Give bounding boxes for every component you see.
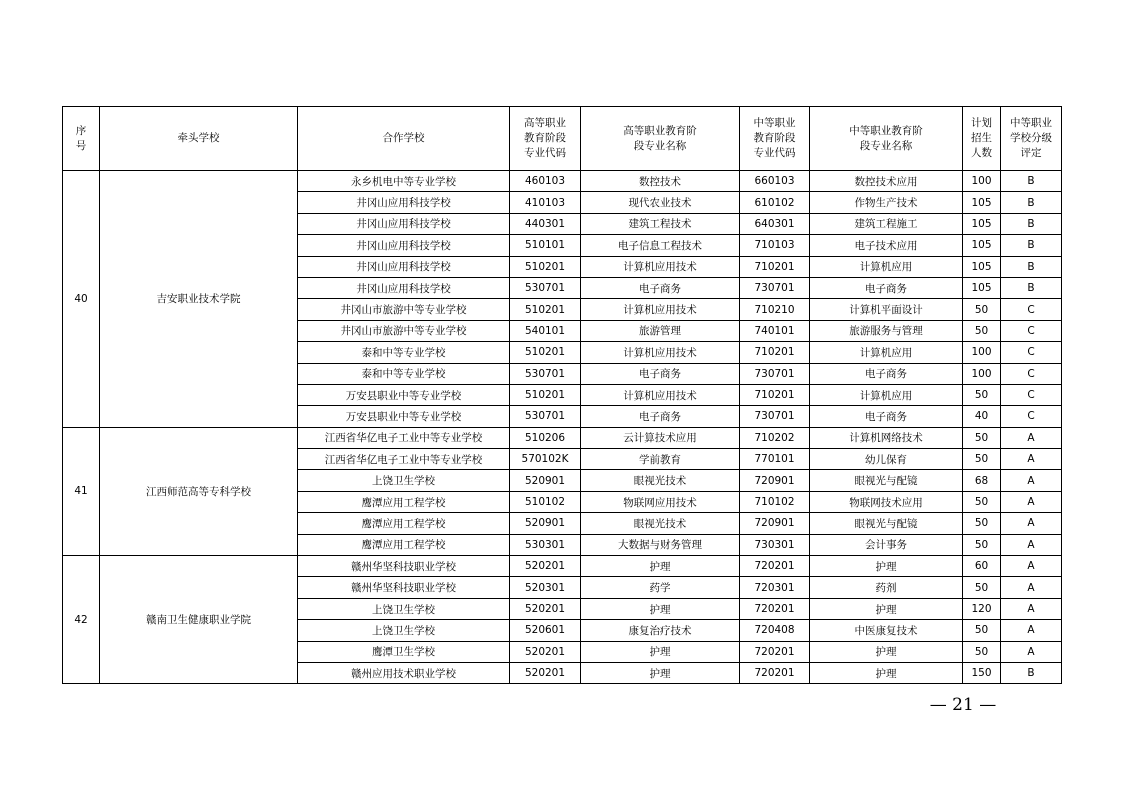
secondary-code-cell: 710202 (740, 427, 810, 448)
plan-cell: 50 (963, 577, 1001, 598)
secondary-name-cell: 计算机应用 (810, 342, 963, 363)
higher-name-cell: 建筑工程技术 (581, 213, 740, 234)
partner-school-cell: 江西省华亿电子工业中等专业学校 (298, 449, 510, 470)
partner-school-cell: 赣州华坚科技职业学校 (298, 577, 510, 598)
higher-name-cell: 物联网应用技术 (581, 491, 740, 512)
plan-cell: 105 (963, 256, 1001, 277)
header-row (63, 107, 1062, 171)
header-plan: 计划招生人数 (963, 107, 1001, 171)
plan-cell: 50 (963, 620, 1001, 641)
higher-code-cell: 570102K (510, 449, 581, 470)
plan-cell: 105 (963, 192, 1001, 213)
secondary-code-cell: 730701 (740, 406, 810, 427)
higher-code-cell: 410103 (510, 192, 581, 213)
secondary-name-cell: 电子商务 (810, 363, 963, 384)
partner-school-cell: 万安县职业中等专业学校 (298, 406, 510, 427)
grade-cell: B (1001, 256, 1062, 277)
higher-name-cell: 旅游管理 (581, 320, 740, 341)
grade-cell: A (1001, 449, 1062, 470)
higher-name-cell: 护理 (581, 641, 740, 662)
higher-name-cell: 计算机应用技术 (581, 256, 740, 277)
secondary-name-cell: 计算机平面设计 (810, 299, 963, 320)
secondary-code-cell: 720301 (740, 577, 810, 598)
secondary-name-cell: 电子技术应用 (810, 235, 963, 256)
secondary-name-cell: 计算机应用 (810, 256, 963, 277)
grade-cell: C (1001, 299, 1062, 320)
grade-cell: A (1001, 641, 1062, 662)
secondary-name-cell: 物联网技术应用 (810, 491, 963, 512)
secondary-code-cell: 710103 (740, 235, 810, 256)
partner-school-cell: 鹰潭应用工程学校 (298, 534, 510, 555)
header-seq: 序号 (63, 107, 100, 171)
secondary-code-cell: 720901 (740, 470, 810, 491)
higher-code-cell: 520201 (510, 662, 581, 683)
higher-name-cell: 眼视光技术 (581, 470, 740, 491)
plan-cell: 50 (963, 491, 1001, 512)
secondary-code-cell: 730701 (740, 277, 810, 298)
grade-cell: B (1001, 192, 1062, 213)
higher-code-cell: 530701 (510, 406, 581, 427)
secondary-name-cell: 护理 (810, 598, 963, 619)
higher-code-cell: 540101 (510, 320, 581, 341)
higher-code-cell: 510101 (510, 235, 581, 256)
plan-cell: 50 (963, 299, 1001, 320)
higher-code-cell: 520601 (510, 620, 581, 641)
group-seq: 42 (63, 556, 100, 684)
secondary-code-cell: 720201 (740, 556, 810, 577)
table-row (63, 427, 1062, 448)
plan-cell: 100 (963, 342, 1001, 363)
secondary-code-cell: 720201 (740, 662, 810, 683)
partner-school-cell: 上饶卫生学校 (298, 598, 510, 619)
higher-name-cell: 学前教育 (581, 449, 740, 470)
header-secondary-name: 中等职业教育阶段专业名称 (810, 107, 963, 171)
grade-cell: A (1001, 577, 1062, 598)
plan-cell: 50 (963, 384, 1001, 405)
secondary-name-cell: 眼视光与配镜 (810, 470, 963, 491)
higher-name-cell: 数控技术 (581, 171, 740, 192)
secondary-code-cell: 720901 (740, 513, 810, 534)
higher-name-cell: 护理 (581, 556, 740, 577)
secondary-name-cell: 护理 (810, 641, 963, 662)
higher-name-cell: 护理 (581, 598, 740, 619)
table-body (63, 171, 1062, 684)
lead-school: 江西师范高等专科学校 (100, 427, 298, 555)
partner-school-cell: 江西省华亿电子工业中等专业学校 (298, 427, 510, 448)
secondary-name-cell: 计算机网络技术 (810, 427, 963, 448)
higher-name-cell: 眼视光技术 (581, 513, 740, 534)
grade-cell: A (1001, 470, 1062, 491)
grade-cell: B (1001, 235, 1062, 256)
higher-name-cell: 护理 (581, 662, 740, 683)
grade-cell: A (1001, 427, 1062, 448)
partner-school-cell: 泰和中等专业学校 (298, 342, 510, 363)
higher-code-cell: 510201 (510, 342, 581, 363)
plan-cell: 50 (963, 513, 1001, 534)
plan-cell: 40 (963, 406, 1001, 427)
partner-school-cell: 井冈山应用科技学校 (298, 277, 510, 298)
higher-name-cell: 计算机应用技术 (581, 384, 740, 405)
higher-name-cell: 计算机应用技术 (581, 342, 740, 363)
grade-cell: A (1001, 534, 1062, 555)
secondary-code-cell: 720201 (740, 641, 810, 662)
secondary-code-cell: 730301 (740, 534, 810, 555)
secondary-code-cell: 660103 (740, 171, 810, 192)
higher-code-cell: 520201 (510, 641, 581, 662)
secondary-name-cell: 会计事务 (810, 534, 963, 555)
plan-cell: 105 (963, 213, 1001, 234)
header-higher-code: 高等职业教育阶段专业代码 (510, 107, 581, 171)
higher-name-cell: 电子信息工程技术 (581, 235, 740, 256)
secondary-name-cell: 作物生产技术 (810, 192, 963, 213)
higher-code-cell: 530701 (510, 277, 581, 298)
grade-cell: B (1001, 662, 1062, 683)
higher-name-cell: 电子商务 (581, 363, 740, 384)
partner-school-cell: 鹰潭应用工程学校 (298, 491, 510, 512)
secondary-code-cell: 640301 (740, 213, 810, 234)
grade-cell: B (1001, 277, 1062, 298)
header-secondary-code: 中等职业教育阶段专业代码 (740, 107, 810, 171)
plan-cell: 105 (963, 277, 1001, 298)
higher-name-cell: 药学 (581, 577, 740, 598)
secondary-name-cell: 旅游服务与管理 (810, 320, 963, 341)
table-row (63, 171, 1062, 192)
grade-cell: C (1001, 406, 1062, 427)
grade-cell: A (1001, 556, 1062, 577)
plan-cell: 50 (963, 641, 1001, 662)
plan-cell: 50 (963, 427, 1001, 448)
grade-cell: C (1001, 342, 1062, 363)
higher-name-cell: 计算机应用技术 (581, 299, 740, 320)
partner-school-cell: 赣州华坚科技职业学校 (298, 556, 510, 577)
higher-code-cell: 530701 (510, 363, 581, 384)
enrollment-table (62, 106, 1062, 684)
partner-school-cell: 井冈山市旅游中等专业学校 (298, 320, 510, 341)
higher-code-cell: 510201 (510, 256, 581, 277)
plan-cell: 50 (963, 449, 1001, 470)
secondary-code-cell: 740101 (740, 320, 810, 341)
higher-name-cell: 电子商务 (581, 406, 740, 427)
partner-school-cell: 井冈山应用科技学校 (298, 213, 510, 234)
partner-school-cell: 上饶卫生学校 (298, 470, 510, 491)
header-lead-school: 牵头学校 (100, 107, 298, 171)
plan-cell: 150 (963, 662, 1001, 683)
higher-name-cell: 大数据与财务管理 (581, 534, 740, 555)
partner-school-cell: 鹰潭卫生学校 (298, 641, 510, 662)
higher-code-cell: 510206 (510, 427, 581, 448)
secondary-code-cell: 610102 (740, 192, 810, 213)
plan-cell: 68 (963, 470, 1001, 491)
partner-school-cell: 上饶卫生学校 (298, 620, 510, 641)
plan-cell: 100 (963, 171, 1001, 192)
secondary-name-cell: 护理 (810, 662, 963, 683)
grade-cell: A (1001, 598, 1062, 619)
partner-school-cell: 万安县职业中等专业学校 (298, 384, 510, 405)
grade-cell: B (1001, 171, 1062, 192)
secondary-code-cell: 720201 (740, 598, 810, 619)
grade-cell: C (1001, 363, 1062, 384)
higher-code-cell: 520201 (510, 556, 581, 577)
lead-school: 吉安职业技术学院 (100, 171, 298, 428)
secondary-name-cell: 电子商务 (810, 406, 963, 427)
higher-code-cell: 510201 (510, 384, 581, 405)
higher-name-cell: 电子商务 (581, 277, 740, 298)
secondary-code-cell: 710102 (740, 491, 810, 512)
secondary-code-cell: 710210 (740, 299, 810, 320)
plan-cell: 100 (963, 363, 1001, 384)
plan-cell: 50 (963, 534, 1001, 555)
higher-code-cell: 460103 (510, 171, 581, 192)
grade-cell: C (1001, 384, 1062, 405)
grade-cell: C (1001, 320, 1062, 341)
partner-school-cell: 赣州应用技术职业学校 (298, 662, 510, 683)
higher-code-cell: 520301 (510, 577, 581, 598)
group-seq: 41 (63, 427, 100, 555)
secondary-code-cell: 730701 (740, 363, 810, 384)
header-grade: 中等职业学校分级评定 (1001, 107, 1062, 171)
plan-cell: 50 (963, 320, 1001, 341)
group-seq: 40 (63, 171, 100, 428)
higher-code-cell: 520901 (510, 513, 581, 534)
secondary-code-cell: 770101 (740, 449, 810, 470)
plan-cell: 105 (963, 235, 1001, 256)
plan-cell: 120 (963, 598, 1001, 619)
partner-school-cell: 井冈山应用科技学校 (298, 256, 510, 277)
higher-name-cell: 现代农业技术 (581, 192, 740, 213)
table-row (63, 556, 1062, 577)
secondary-name-cell: 眼视光与配镜 (810, 513, 963, 534)
higher-code-cell: 440301 (510, 213, 581, 234)
higher-code-cell: 520201 (510, 598, 581, 619)
secondary-name-cell: 护理 (810, 556, 963, 577)
header-partner-school: 合作学校 (298, 107, 510, 171)
secondary-name-cell: 中医康复技术 (810, 620, 963, 641)
grade-cell: A (1001, 513, 1062, 534)
higher-name-cell: 云计算技术应用 (581, 427, 740, 448)
partner-school-cell: 泰和中等专业学校 (298, 363, 510, 384)
lead-school: 赣南卫生健康职业学院 (100, 556, 298, 684)
secondary-code-cell: 710201 (740, 384, 810, 405)
grade-cell: B (1001, 213, 1062, 234)
secondary-name-cell: 数控技术应用 (810, 171, 963, 192)
secondary-code-cell: 720408 (740, 620, 810, 641)
secondary-name-cell: 电子商务 (810, 277, 963, 298)
secondary-name-cell: 幼儿保育 (810, 449, 963, 470)
partner-school-cell: 鹰潭应用工程学校 (298, 513, 510, 534)
secondary-code-cell: 710201 (740, 256, 810, 277)
higher-code-cell: 510102 (510, 491, 581, 512)
higher-code-cell: 530301 (510, 534, 581, 555)
partner-school-cell: 井冈山应用科技学校 (298, 235, 510, 256)
partner-school-cell: 井冈山市旅游中等专业学校 (298, 299, 510, 320)
secondary-name-cell: 计算机应用 (810, 384, 963, 405)
higher-code-cell: 520901 (510, 470, 581, 491)
higher-code-cell: 510201 (510, 299, 581, 320)
higher-name-cell: 康复治疗技术 (581, 620, 740, 641)
page-number: — 21 — (929, 695, 997, 715)
grade-cell: A (1001, 491, 1062, 512)
header-higher-name: 高等职业教育阶段专业名称 (581, 107, 740, 171)
secondary-name-cell: 药剂 (810, 577, 963, 598)
partner-school-cell: 永乡机电中等专业学校 (298, 171, 510, 192)
secondary-code-cell: 710201 (740, 342, 810, 363)
partner-school-cell: 井冈山应用科技学校 (298, 192, 510, 213)
grade-cell: A (1001, 620, 1062, 641)
secondary-name-cell: 建筑工程施工 (810, 213, 963, 234)
plan-cell: 60 (963, 556, 1001, 577)
